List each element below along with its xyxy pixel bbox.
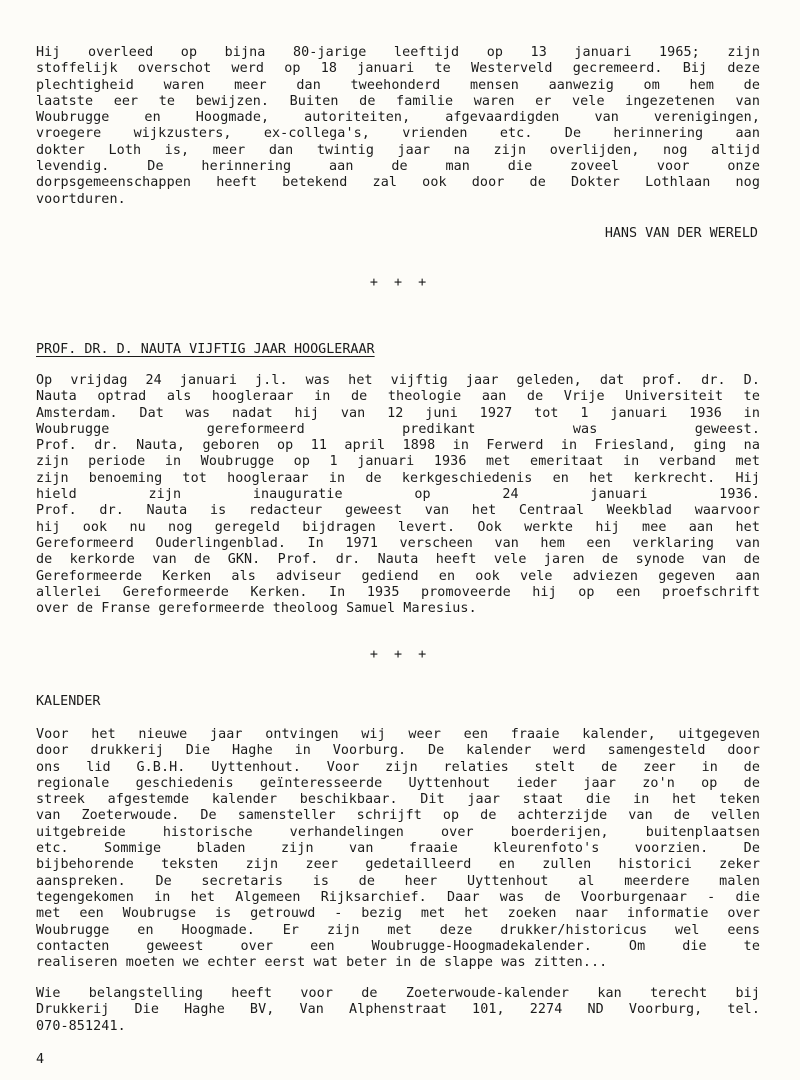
text-line: Gereformeerde Kerken als adviseur gediend en ook vele adviezen gegeven aan [36,568,760,584]
text-line: realiseren moeten we echter eerst wat beter in de slappe was zitten... [36,955,608,971]
text-line: stoffelijk overschot werd op 18 januari te Westerveld gecremeerd. Bij deze [36,61,760,77]
text-line: regionale geschiedenis geïnteresseerde Uyttenhout ieder jaar zo'n op de [36,775,760,791]
text-line: streek afgestemde kalender beschikbaar. Dit jaar staat die in het teken [36,792,760,808]
text-line: zijn benoeming tot hoogleraar in de kerkgeschiedenis en het kerkrecht. Hij [36,470,760,486]
text-line: uitgebreide historische verhandelingen over boerderijen, buitenplaatsen [36,824,760,840]
text-line: allerlei Gereformeerde Kerken. In 1935 promoveerde hij op een proefschrift [36,584,760,600]
text-line: 070-851241. [36,1018,126,1034]
text-line: met een Woubrugse is getrouwd - bezig met het zoeken naar informatie over [36,906,760,922]
text-line: Voor het nieuwe jaar ontvingen wij weer een fraaie kalender, uitgegeven [36,727,760,742]
text-line: hield zijn inauguratie op 24 januari 1936. [36,487,760,503]
text-line: Drukkerij Die Haghe BV, Van Alphenstraat 101, 2274 ND Voorburg, tel. [36,1002,760,1018]
separator: + + + [369,275,431,290]
text-line: aanspreken. De secretaris is de heer Uyttenhout al meerdere malen [36,873,760,889]
text-line: Hij overleed op bijna 80-jarige leeftijd op 13 januari 1965; zijn [36,45,760,60]
text-line: hij ook nu nog geregeld bijdragen levert. Ook werkte hij mee aan het [36,519,760,535]
text-line: Woubrugge en Hoogmade, autoriteiten, afgevaardigden van verenigingen, [36,110,760,126]
text-line: tegengekomen in het Algemeen Rijksarchief. Daar was de Voorburgenaar - die [36,889,760,905]
section-heading-nauta: PROF. DR. D. NAUTA VIJFTIG JAAR HOOGLERAAR [36,342,375,357]
text-line: laatste eer te bewijzen. Buiten de familie waren er vele ingezetenen van [36,93,760,109]
text-line: de kerkorde van de GKN. Prof. dr. Nauta heeft vele jaren de synode van de [36,552,760,568]
text-line: zijn periode in Woubrugge op 1 januari 1936 met emeritaat in verband met [36,454,760,470]
text-line: levendig. De herinnering aan de man die zoveel voor onze [36,159,760,175]
text-line: van Zoeterwoude. De samensteller schrijft op de achterzijde van de vellen [36,808,760,824]
section-heading-kalender: KALENDER [36,694,101,709]
paragraph-contact [36,986,760,1035]
text-line: Nauta optrad als hoogleraar in de theologie aan de Vrije Universiteit te [36,389,760,405]
text-line: Gereformeerd Ouderlingenblad. In 1971 verscheen van hem een verklaring van [36,535,760,551]
text-line: Op vrijdag 24 januari j.l. was het vijftig jaar geleden, dat prof. dr. D. [36,373,760,388]
paragraph-nauta [36,373,760,617]
separator: + + + [369,647,431,662]
text-line: Wie belangstelling heeft voor de Zoeterwoude-kalender kan terecht bij [36,986,760,1001]
text-line: ons lid G.B.H. Uyttenhout. Voor zijn relaties stelt de zeer in de [36,759,760,775]
text-line: etc. Sommige bladen zijn van fraaie kleurenfoto's voorzien. De [36,841,760,857]
text-line: bijbehorende teksten zijn zeer gedetailleerd en zullen historici zeker [36,857,760,873]
text-line: dokter Loth is, meer dan twintig jaar na zijn overlijden, nog altijd [36,142,760,158]
text-line: Woubrugge gereformeerd predikant was geweest. [36,421,760,437]
text-line: door drukkerij Die Haghe in Voorburg. De kalender werd samengesteld door [36,743,760,759]
text-line: Woubrugge en Hoogmade. Er zijn met deze drukker/historicus wel eens [36,922,760,938]
text-line: Prof. dr. Nauta is redacteur geweest van het Centraal Weekblad waarvoor [36,503,760,519]
paragraph-kalender [36,727,760,971]
text-line: Prof. dr. Nauta, geboren op 11 april 1898 in Ferwerd in Friesland, ging na [36,438,760,454]
paragraph-obituary [36,45,760,208]
text-line: vroegere wijkzusters, ex-collega's, vrienden etc. De herinnering aan [36,126,760,142]
text-line: dorpsgemeenschappen heeft betekend zal ook door de Dokter Lothlaan nog [36,175,760,191]
text-line: voortduren. [36,191,126,207]
signature: HANS VAN DER WERELD [604,226,758,241]
text-line: plechtigheid waren meer dan tweehonderd mensen aanwezig om hem de [36,77,760,93]
text-line: contacten geweest over een Woubrugge-Hoogmadekalender. Om die te [36,938,760,954]
page-number: 4 [36,1052,45,1067]
text-line: over de Franse gereformeerde theoloog Samuel Maresius. [36,601,477,617]
text-line: Amsterdam. Dat was nadat hij van 12 juni 1927 tot 1 januari 1936 in [36,405,760,421]
